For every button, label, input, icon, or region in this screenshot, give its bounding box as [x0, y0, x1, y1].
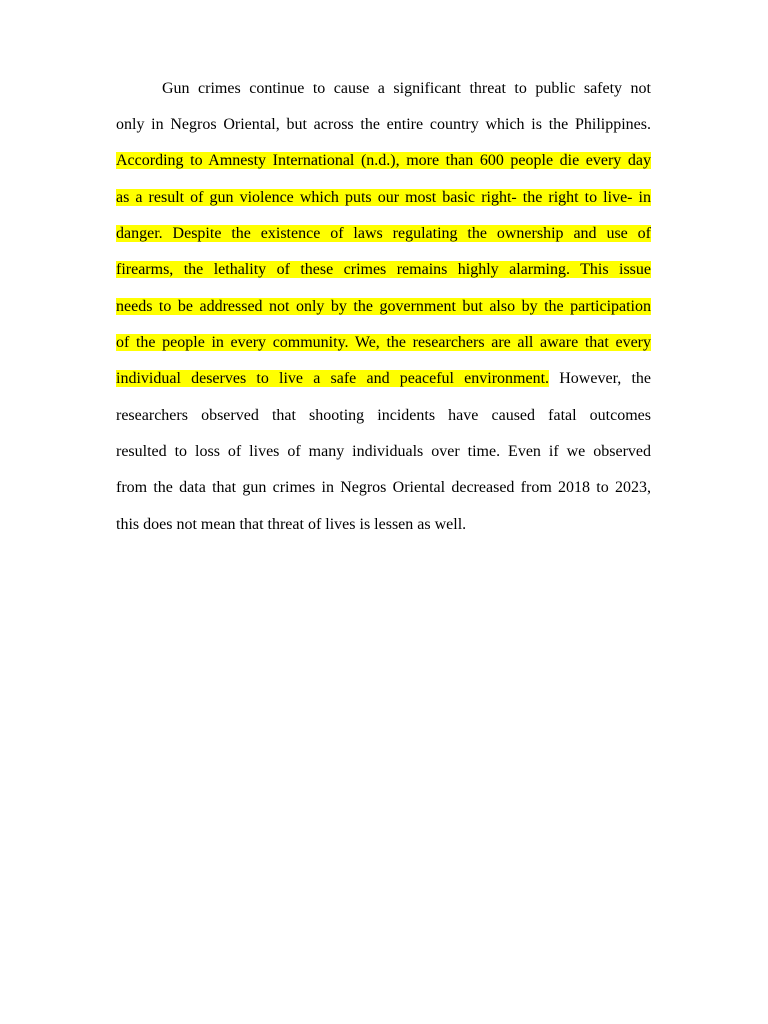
text-segment: from the data that gun crimes in Negros Oriental decreased from 2018 to 2023, [116, 479, 651, 496]
highlighted-text: firearms, the lethality of these crimes remains highly alarming. This issue [116, 261, 651, 278]
text-segment: resulted to loss of lives of many individuals over time. Even if we observed [116, 443, 651, 460]
paragraph-line [116, 405, 651, 427]
paragraph-line [116, 296, 651, 318]
paragraph-line [116, 78, 651, 100]
paragraph-line [116, 114, 651, 136]
highlighted-text: of the people in every community. We, the researchers are all aware that every [116, 334, 651, 351]
paragraph-line [116, 514, 651, 536]
highlighted-text: individual deserves to live a safe and peaceful environment. [116, 370, 550, 387]
paragraph-line [116, 259, 651, 281]
paragraph-line [116, 441, 651, 463]
paragraph-line [116, 223, 651, 245]
paragraph-line [116, 187, 651, 209]
text-segment: only in Negros Oriental, but across the entire country which is the Philippines. [116, 116, 651, 133]
text-segment: researchers observed that shooting incidents have caused fatal outcomes [116, 407, 651, 424]
paragraph-line [116, 332, 651, 354]
highlighted-text: needs to be addressed not only by the government but also by the participation [116, 298, 651, 315]
highlighted-text: According to Amnesty International (n.d.), more than 600 people die every day [116, 152, 651, 169]
paragraph-line [116, 150, 651, 172]
paragraph-line [116, 477, 651, 499]
text-segment: Gun crimes continue to cause a significant threat to public safety not [162, 80, 651, 97]
highlighted-text: danger. Despite the existence of laws regulating the ownership and use of [116, 225, 651, 242]
text-segment: this does not mean that threat of lives is lessen as well. [116, 516, 467, 533]
text-segment: However, the [559, 370, 651, 387]
paragraph-line [116, 368, 651, 390]
highlighted-text: as a result of gun violence which puts our most basic right- the right to live- in [116, 189, 651, 206]
